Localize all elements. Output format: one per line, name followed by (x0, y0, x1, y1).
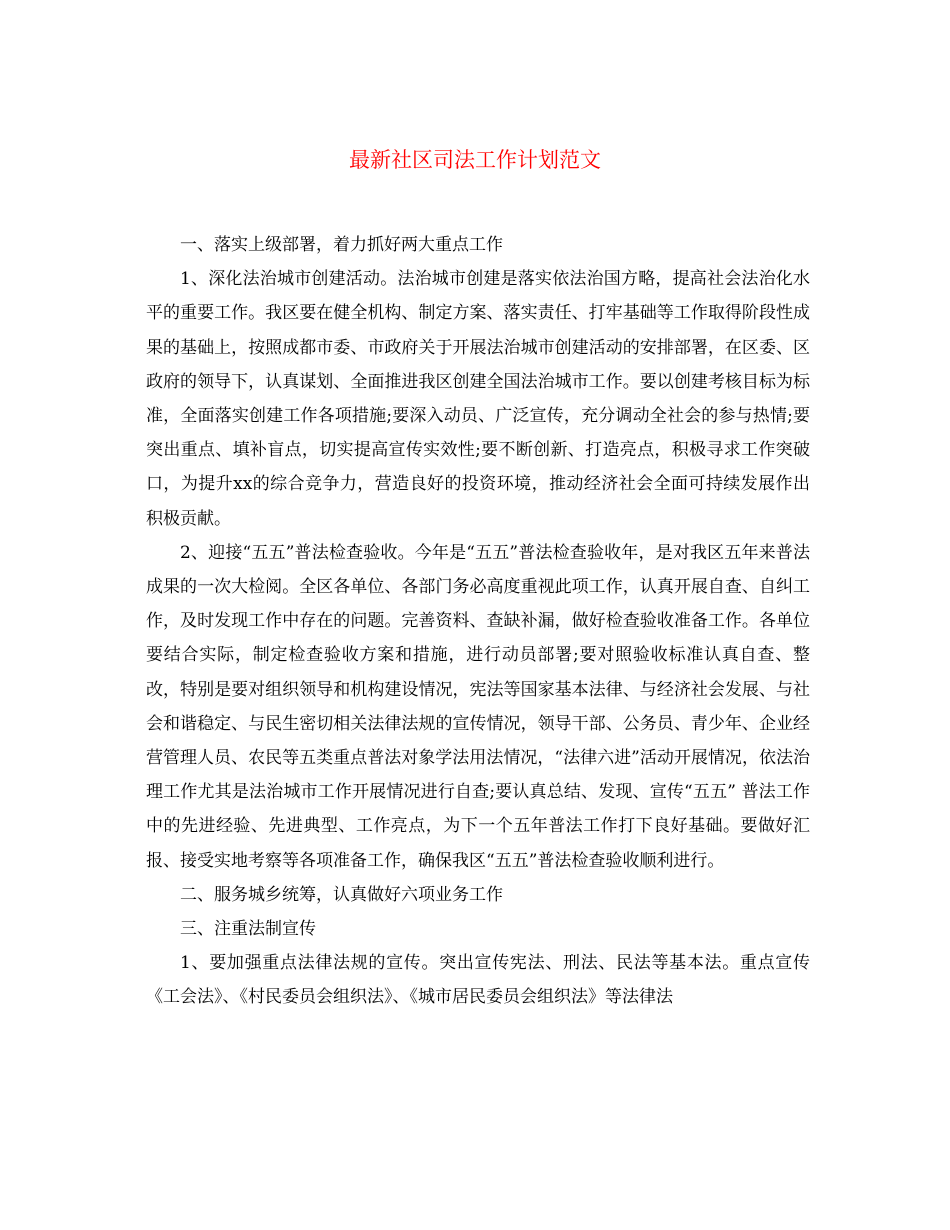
document-body (146, 228, 810, 1015)
body-paragraph: 1、要加强重点法律法规的宣传。突出宣传宪法、刑法、民法等基本法。重点宣传《工会法》、《村民委员会组织法》、《城市居民委员会组织法》等法律法 (146, 953, 810, 1008)
body-paragraph: 2、迎接“五五”普法检查验收。今年是“五五”普法检查验收年，是对我区五年来普法成果的一次大检阅。全区各单位、各部门务必高度重视此项工作，认真开展自查、自纠工作，及时发现工作中存在的问题。完善资料、查缺补漏，做好检查验收准备工作。各单位要结合实际，制定检查验收方案和措施，进行动员部署;要对照验收标准认真自查、整改，特别是要对组织领导和机构建设情况，宪法等国家基本法律、与经济社会发展、与社会和谐稳定、与民生密切相关法律法规的宣传情况，领导干部、公务员、青少年、企业经营管理人员、农民等五类重点普法对象学法用法情况，“法律六进”活动开展情况，依法治理工作尤其是法治城市工作开展情况进行自查;要认真总结、发现、宣传“五五” 普法工作中的先进经验、先进典型、工作亮点，为下一个五年普法工作打下良好基础。要做好汇报、接受实地考察等各项准备工作，确保我区“五五”普法检查验收顺利进行。 (146, 542, 810, 871)
body-paragraph: 1、深化法治城市创建活动。法治城市创建是落实依法治国方略，提高社会法治化水平的重要工作。我区要在健全机构、制定方案、落实责任、打牢基础等工作取得阶段性成果的基础上，按照成都市委、市政府关于开展法治城市创建活动的安排部署，在区委、区政府的领导下，认真谋划、全面推进我区创建全国法治城市工作。要以创建考核目标为标准，全面落实创建工作各项措施;要深入动员、广泛宣传，充分调动全社会的参与热情;要突出重点、填补盲点，切实提高宣传实效性;要不断创新、打造亮点，积极寻求工作突破口，为提升xx的综合竞争力，营造良好的投资环境，推动经济社会全面可持续发展作出积极贡献。 (146, 269, 810, 529)
section-heading-2: 二、服务城乡统筹，认真做好六项业务工作 (180, 884, 503, 905)
document-title: 最新社区司法工作计划范文 (349, 148, 601, 172)
section-heading-1: 一、落实上级部署，着力抓好两大重点工作 (180, 235, 503, 255)
section-heading-3: 三、注重法制宣传 (180, 919, 316, 940)
